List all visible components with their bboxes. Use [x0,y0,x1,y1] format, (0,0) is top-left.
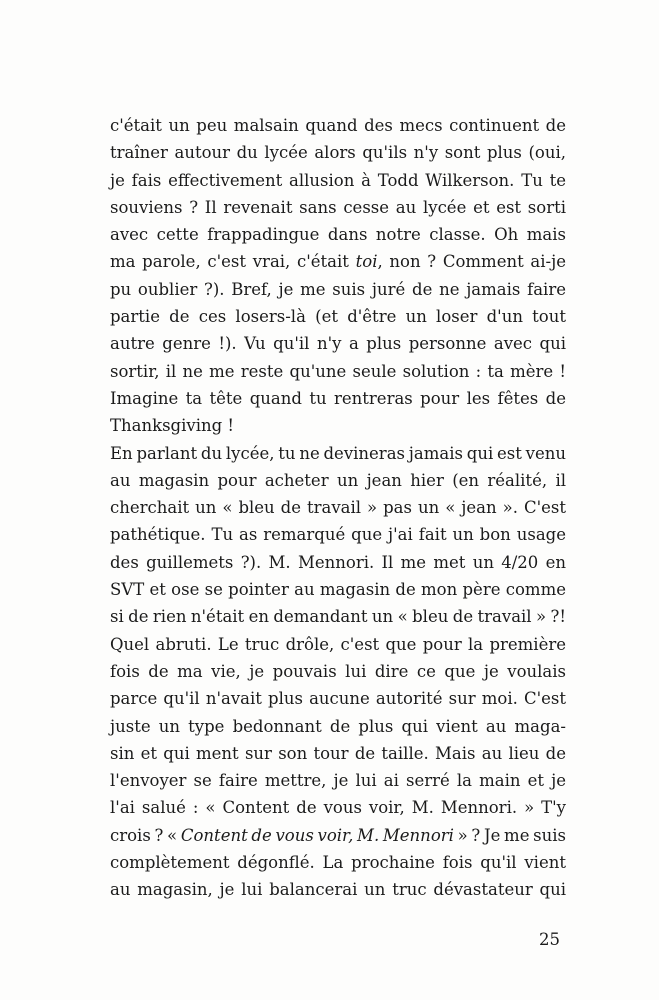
text-line: parce qu'il n'avait plus aucune autorité sur moi. C'est [110,689,566,709]
text-line: pathétique. Tu as remarqué que j'ai fait un bon usage [110,525,566,545]
text-line: pu oublier ?). Bref, je me suis juré de ne jamais faire [110,279,566,299]
text-line: des guillemets ?). M. Mennori. Il me met un 4/20 en [110,552,566,572]
text-line: ma parole, c'est vrai, c'était toi, non ? Comment ai-je [110,252,566,272]
text-line: souviens ? Il revenait sans cesse au lycée et est sorti [110,197,566,217]
text-line: avec cette frappadingue dans notre classe. Oh mais [110,225,566,245]
text-line: l'ai salué : « Content de vous voir, M. Mennori. » T'y [110,798,566,818]
text-line: Imagine ta tête quand tu rentreras pour les fêtes de [110,388,566,408]
text-line: Quel abruti. Le truc drôle, c'est que pour la première [110,634,566,654]
text-line: au magasin, je lui balancerai un truc dévastateur qui [110,880,566,900]
text-line: crois ? « Content de vous voir, M. Mennori » ? Je me suis [110,825,567,845]
text-line: c'était un peu malsain quand des mecs continuent de [110,116,566,135]
text-line: traîner autour du lycée alors qu'ils n'y sont plus (oui, [110,143,566,163]
text-line: autre genre !). Vu qu'il n'y a plus personne avec qui [110,334,566,354]
text-line: fois de ma vie, je pouvais lui dire ce que je voulais [110,661,566,681]
page-text [110,112,566,904]
paragraph [110,440,566,904]
paragraph [110,112,566,440]
text-line: partie de ces losers-là (et d'être un loser d'un tout [110,307,566,327]
text-line: si de rien n'était en demandant un « bleu de travail » ?! [110,607,566,627]
text-line: sin et qui ment sur son tour de taille. Mais au lieu de [110,743,566,763]
text-line: cherchait un « bleu de travail » pas un « jean ». C'est [110,498,566,518]
text-line: SVT et ose se pointer au magasin de mon père comme [110,580,566,600]
text-line: je fais effectivement allusion à Todd Wilkerson. Tu te [110,170,566,190]
text-line: complètement dégonflé. La prochaine fois qu'il vient [110,853,566,873]
text-line: l'envoyer se faire mettre, je lui ai serré la main et je [110,771,566,791]
text-line: juste un type bedonnant de plus qui vient au maga- [110,716,566,736]
text-line: En parlant du lycée, tu ne devineras jamais qui est venu [110,443,566,463]
page-number: 25 [539,930,560,949]
text-line: au magasin pour acheter un jean hier (en réalité, il [110,470,566,490]
text-line: sortir, il ne me reste qu'une seule solution : ta mère ! [110,361,566,381]
text-line: Thanksgiving ! [110,416,235,436]
